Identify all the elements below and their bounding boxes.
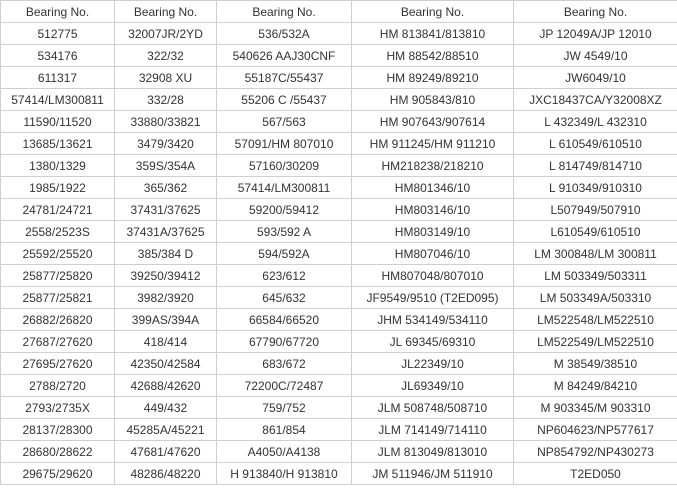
table-cell: JLM 714149/714110 <box>352 419 514 441</box>
table-cell: NP604623/NP577617 <box>514 419 677 441</box>
table-cell: JF9549/9510 (T2ED095) <box>352 287 514 309</box>
table-cell: 57091/HM 807010 <box>217 133 352 155</box>
table-cell: 25877/25821 <box>1 287 115 309</box>
table-cell: JHM 534149/534110 <box>352 309 514 331</box>
table-cell: JL22349/10 <box>352 353 514 375</box>
table-cell: 55206 C /55437 <box>217 89 352 111</box>
table-header <box>1 1 677 23</box>
table-cell: 42350/42584 <box>115 353 217 375</box>
table-cell: 39250/39412 <box>115 265 217 287</box>
table-cell: HM807046/10 <box>352 243 514 265</box>
table-cell: HM801346/10 <box>352 177 514 199</box>
table-cell: 332/28 <box>115 89 217 111</box>
table-cell: JLM 508748/508710 <box>352 397 514 419</box>
table-cell: 2793/2735X <box>1 397 115 419</box>
table-cell: H 913840/H 913810 <box>217 463 352 485</box>
table-cell: HM 89249/89210 <box>352 67 514 89</box>
table-cell: JP 12049A/JP 12010 <box>514 23 677 45</box>
table-cell: 33880/33821 <box>115 111 217 133</box>
table-cell: LM 503349A/503310 <box>514 287 677 309</box>
table-cell: L 432349/L 432310 <box>514 111 677 133</box>
table-cell: 2788/2720 <box>1 375 115 397</box>
table-cell: 57414/LM300811 <box>217 177 352 199</box>
table-cell: 47681/47620 <box>115 441 217 463</box>
table-cell: HM 905843/810 <box>352 89 514 111</box>
table-row <box>1 243 677 265</box>
table-cell: 1985/1922 <box>1 177 115 199</box>
table-cell: 1380/1329 <box>1 155 115 177</box>
table-cell: 540626 AAJ30CNF <box>217 45 352 67</box>
table-cell: LM522548/LM522510 <box>514 309 677 331</box>
table-cell: 567/563 <box>217 111 352 133</box>
table-cell: 645/632 <box>217 287 352 309</box>
table-row <box>1 331 677 353</box>
table-cell: M 903345/M 903310 <box>514 397 677 419</box>
table-cell: 32007JR/2YD <box>115 23 217 45</box>
table-cell: 359S/354A <box>115 155 217 177</box>
table-cell: 28680/28622 <box>1 441 115 463</box>
table-cell: JW6049/10 <box>514 67 677 89</box>
table-row <box>1 265 677 287</box>
table-cell: 3479/3420 <box>115 133 217 155</box>
table-cell: L 814749/814710 <box>514 155 677 177</box>
table-cell: 13685/13621 <box>1 133 115 155</box>
table-cell: 26882/26820 <box>1 309 115 331</box>
table-cell: 611317 <box>1 67 115 89</box>
table-row <box>1 353 677 375</box>
table-cell: 623/612 <box>217 265 352 287</box>
table-row <box>1 309 677 331</box>
table-row <box>1 45 677 67</box>
table-row <box>1 375 677 397</box>
table-row <box>1 199 677 221</box>
table-cell: 59200/59412 <box>217 199 352 221</box>
table-cell: 594/592A <box>217 243 352 265</box>
table-cell: 536/532A <box>217 23 352 45</box>
table-cell: JLM 813049/813010 <box>352 441 514 463</box>
table-cell: LM 503349/503311 <box>514 265 677 287</box>
table-cell: 593/592 A <box>217 221 352 243</box>
table-row <box>1 177 677 199</box>
table-row <box>1 463 677 485</box>
table-row <box>1 419 677 441</box>
table-cell: 759/752 <box>217 397 352 419</box>
table-cell: 67790/67720 <box>217 331 352 353</box>
table-cell: 37431A/37625 <box>115 221 217 243</box>
table-row <box>1 111 677 133</box>
table-cell: 27687/27620 <box>1 331 115 353</box>
table-cell: 683/672 <box>217 353 352 375</box>
table-cell: 72200C/72487 <box>217 375 352 397</box>
table-cell: HM803149/10 <box>352 221 514 243</box>
table-row <box>1 155 677 177</box>
table-row <box>1 287 677 309</box>
table-cell: 57414/LM300811 <box>1 89 115 111</box>
column-header: Bearing No. <box>514 1 677 23</box>
table-cell: HM 88542/88510 <box>352 45 514 67</box>
table-cell: 512775 <box>1 23 115 45</box>
table-cell: JL 69345/69310 <box>352 331 514 353</box>
table-cell: JW 4549/10 <box>514 45 677 67</box>
table-body <box>1 23 677 485</box>
table-cell: L610549/610510 <box>514 221 677 243</box>
table-cell: HM803146/10 <box>352 199 514 221</box>
table-row <box>1 441 677 463</box>
table-cell: HM 911245/HM 911210 <box>352 133 514 155</box>
table-cell: L 610549/610510 <box>514 133 677 155</box>
table-cell: HM218238/218210 <box>352 155 514 177</box>
table-row <box>1 397 677 419</box>
table-cell: 57160/30209 <box>217 155 352 177</box>
table-cell: 25592/25520 <box>1 243 115 265</box>
table-row <box>1 221 677 243</box>
table-cell: 399AS/394A <box>115 309 217 331</box>
table-cell: 534176 <box>1 45 115 67</box>
table-cell: 365/362 <box>115 177 217 199</box>
table-cell: 66584/66520 <box>217 309 352 331</box>
header-row <box>1 1 677 23</box>
column-header: Bearing No. <box>217 1 352 23</box>
table-cell: NP854792/NP430273 <box>514 441 677 463</box>
table-cell: 449/432 <box>115 397 217 419</box>
table-cell: 28137/28300 <box>1 419 115 441</box>
table-cell: HM807048/807010 <box>352 265 514 287</box>
column-header: Bearing No. <box>115 1 217 23</box>
table-cell: L507949/507910 <box>514 199 677 221</box>
table-cell: JXC18437CA/Y32008XZ <box>514 89 677 111</box>
table-cell: 2558/2523S <box>1 221 115 243</box>
column-header: Bearing No. <box>352 1 514 23</box>
table-cell: 37431/37625 <box>115 199 217 221</box>
table-cell: 45285A/45221 <box>115 419 217 441</box>
table-cell: 29675/29620 <box>1 463 115 485</box>
table-row <box>1 67 677 89</box>
table-cell: JM 511946/JM 511910 <box>352 463 514 485</box>
table-cell: HM 907643/907614 <box>352 111 514 133</box>
table-row <box>1 23 677 45</box>
table-cell: 55187C/55437 <box>217 67 352 89</box>
table-row <box>1 89 677 111</box>
table-cell: 32908 XU <box>115 67 217 89</box>
table-cell: T2ED050 <box>514 463 677 485</box>
column-header: Bearing No. <box>1 1 115 23</box>
table-cell: L 910349/910310 <box>514 177 677 199</box>
table-cell: HM 813841/813810 <box>352 23 514 45</box>
table-cell: 3982/3920 <box>115 287 217 309</box>
table-cell: 11590/11520 <box>1 111 115 133</box>
table-cell: 322/32 <box>115 45 217 67</box>
table-cell: 418/414 <box>115 331 217 353</box>
table-cell: 861/854 <box>217 419 352 441</box>
table-cell: LM 300848/LM 300811 <box>514 243 677 265</box>
table-cell: M 38549/38510 <box>514 353 677 375</box>
table-cell: 48286/48220 <box>115 463 217 485</box>
table-cell: M 84249/84210 <box>514 375 677 397</box>
table-cell: 27695/27620 <box>1 353 115 375</box>
table-cell: JL69349/10 <box>352 375 514 397</box>
table-row <box>1 133 677 155</box>
table-cell: 42688/42620 <box>115 375 217 397</box>
table-cell: A4050/A4138 <box>217 441 352 463</box>
table-cell: 25877/25820 <box>1 265 115 287</box>
table-cell: 385/384 D <box>115 243 217 265</box>
table-cell: LM522549/LM522510 <box>514 331 677 353</box>
table-cell: 24781/24721 <box>1 199 115 221</box>
